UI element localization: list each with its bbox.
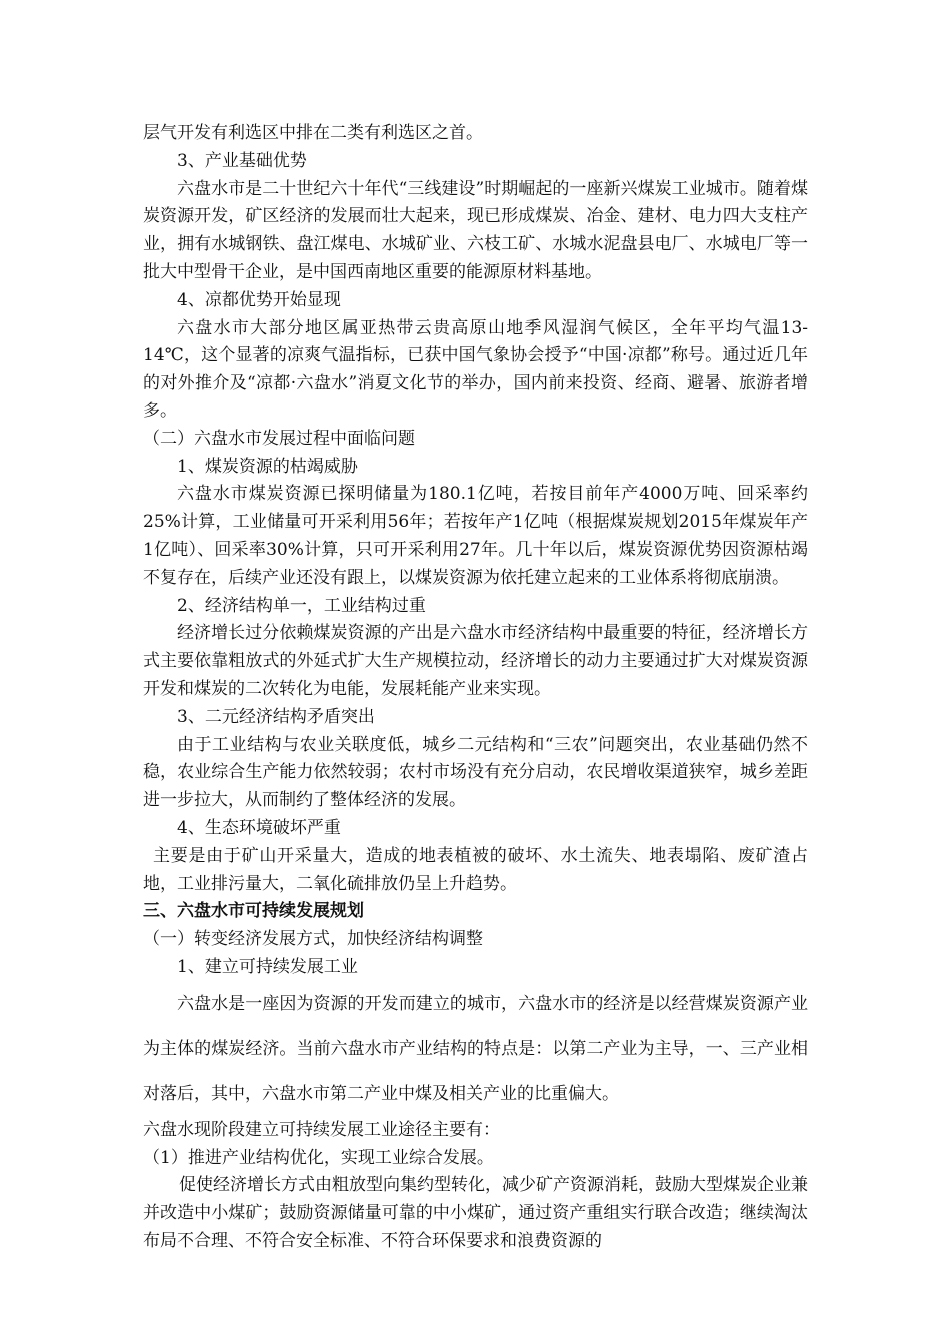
paragraph-economic-structure: 经济增长过分依赖煤炭资源的产出是六盘水市经济结构中最重要的特征，经济增长方式主要依靠粗放式的外延式扩大生产规模拉动，经济增长的动力主要通过扩大对煤炭资源开发和煤炭的二次转化为电能，发展耗能产业来实现。 [143, 623, 808, 699]
paragraph-continuation: 层气开发有利选区中排在二类有利选区之首。 [143, 123, 483, 143]
section-heading-transform: （一）转变经济发展方式，加快经济结构调整 [143, 929, 483, 950]
paragraph-dual-economy: 由于工业结构与农业关联度低，城乡二元结构和“三农”问题突出，农业基础仍然不稳，农业综合生产能力依然较弱；农村市场没有充分启动，农民增收渠道狭窄，城乡差距进一步拉大，从而制约了整体经济的发展。 [143, 734, 808, 811]
paragraph-approaches-intro: 六盘水现阶段建立可持续发展工业途径主要有： [143, 1119, 500, 1140]
paragraph-ecology: 主要是由于矿山开采量大，造成的地表植被的破坏、水土流失、地表塌陷、废矿渣占地，工业排污量大，二氧化硫排放仍呈上升趋势。 [143, 845, 808, 894]
paragraph-cool-capital: 六盘水市大部分地区属亚热带云贵高原山地季风湿润气候区，全年平均气温13-14℃，这个显著的凉爽气温指标，已获中国气象协会授予“中国·凉都”称号。通过近几年的对外推介及“凉都·六盘水”消夏文化节的举办，国内前来投资、经商、避暑、旅游者增多。 [143, 317, 808, 421]
subheading-economic-structure: 2、经济结构单一，工业结构过重 [177, 595, 426, 616]
paragraph-coal-depletion: 六盘水市煤炭资源已探明储量为180.1亿吨，若按目前年产4000万吨、回采率约25%计算，工业储量可开采利用56年；若按年产1亿吨（根据煤炭规划2015年煤炭年产1亿吨）、回采率30%计算，只可开采利用27年。几十年以后，煤炭资源优势因资源枯竭不复存在，后续产业还没有跟上，以煤炭资源为依托建立起来的工业体系将彻底崩溃。 [143, 484, 808, 588]
subheading-cool-capital: 4、凉都优势开始显现 [177, 289, 341, 310]
section-heading-problems: （二）六盘水市发展过程中面临问题 [143, 428, 415, 449]
document-body [143, 120, 808, 1256]
paragraph-sustainable-industry: 六盘水是一座因为资源的开发而建立的城市，六盘水市的经济是以经营煤炭资源产业为主体的煤炭经济。当前六盘水市产业结构的特点是：以第二产业为主导，一、三产业相对落后，其中，六盘水市第二产业中煤及相关产业的比重偏大。 [143, 993, 808, 1104]
paragraph-industrial-base: 六盘水市是二十世纪六十年代“三线建设”时期崛起的一座新兴煤炭工业城市。随着煤炭资源开发，矿区经济的发展而壮大起来，现已形成煤炭、冶金、建材、电力四大支柱产业，拥有水城钢铁、盘江煤电、水城矿业、六枝工矿、水城水泥盘县电厂、水城电厂等一批大中型骨干企业，是中国西南地区重要的能源原材料基地。 [143, 178, 808, 282]
subheading-coal-depletion: 1、煤炭资源的枯竭威胁 [177, 456, 358, 477]
list-item-structure-optimization: （1）推进产业结构优化，实现工业综合发展。 [143, 1147, 494, 1168]
subheading-industrial-base: 3、产业基础优势 [177, 150, 307, 171]
paragraph-structure-optimization: 促使经济增长方式由粗放型向集约型转化，减少矿产资源消耗，鼓励大型煤炭企业兼并改造中小煤矿；鼓励资源储量可靠的中小煤矿，通过资产重组实行联合改造；继续淘汰布局不合理、不符合安全标准、不符合环保要求和浪费资源的 [143, 1175, 808, 1251]
subheading-sustainable-industry: 1、建立可持续发展工业 [177, 956, 358, 977]
chapter-heading-plan: 三、六盘水市可持续发展规划 [143, 901, 364, 922]
subheading-dual-economy: 3、二元经济结构矛盾突出 [177, 706, 375, 727]
subheading-ecology: 4、生态环境破坏严重 [177, 817, 341, 838]
